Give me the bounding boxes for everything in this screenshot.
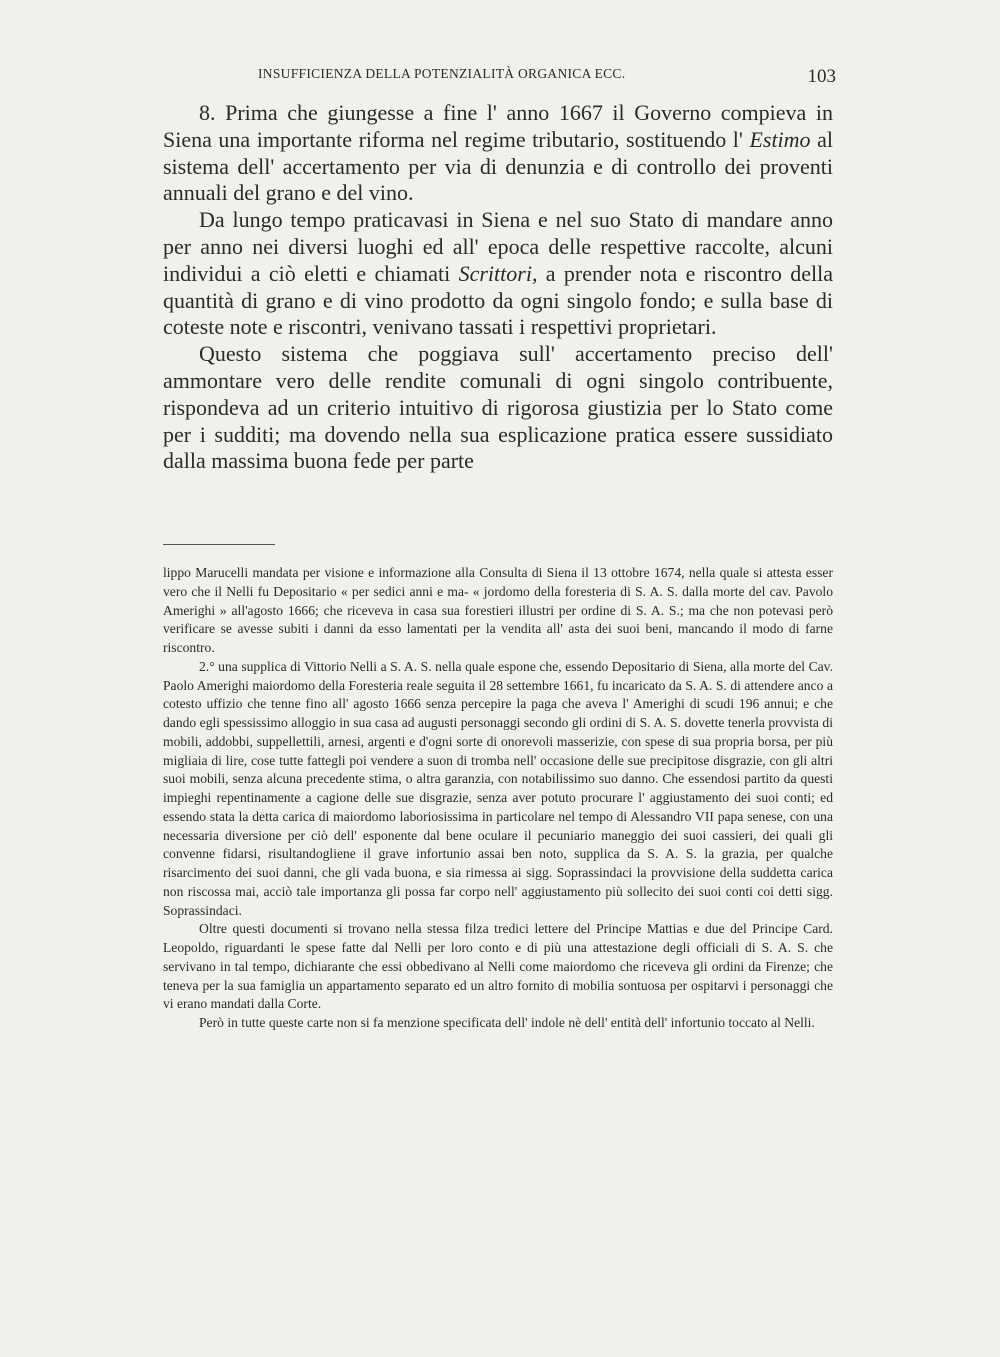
running-title: INSUFFICIENZA DELLA POTENZIALITÀ ORGANICA ECC. xyxy=(258,66,626,81)
footnotes xyxy=(163,564,833,1033)
paragraph-8-part-a: 8. Prima che giungesse a fine l' anno 1667 il Governo compieva in Siena una importante riforma nel regime tributario, sostituendo l' xyxy=(163,100,833,152)
footnote-divider xyxy=(163,544,275,545)
page-number: 103 xyxy=(807,66,836,87)
estimo-term: Estimo xyxy=(749,126,811,152)
paragraph-8 xyxy=(163,100,833,207)
main-text xyxy=(163,100,833,475)
footnote-conclusione: Però in tutte queste carte non si fa menzione specificata dell' indole nè dell' entità dell' infortunio toccato al Nelli. xyxy=(199,1015,815,1030)
paragraph-8-part-b: al sistema dell' accertamento per via di denunzia e di controllo dei proventi annuali del grano e del vino. xyxy=(163,126,833,206)
paragraph-scrittori-part-a: Da lungo tempo praticavasi in Siena e nel suo Stato di mandare anno per anno nei diversi luoghi ed all' epoca delle respettive raccolte, alcuni individui a ciò eletti e chiamati xyxy=(163,207,833,286)
paragraph-scrittori-part-b: a prender nota e riscontro della quantità di grano e di vino prodotto da ogni singolo fondo; e sulla base di coteste note e riscontri, venivano tassati i respettivi proprietari. xyxy=(163,260,834,340)
footnote-continuation: lippo Marucelli mandata per visione e informazione alla Consulta di Siena il 13 ottobre 1674, nella quale si attesta esser vero che il Nelli fu Depositario « per sedici anni e ma- « jordomo della foresteria di S. A. S. dalla morte del cav. Pavolo Amerighi » all'agosto 1666; che riceveva in casa sua forestieri illustri per ordine di S. A. S.; ma che non potevasi però verificare se avesse subiti i danni da esso lamentati per la vendita all' asta dei suoi beni, mancando il modo di farne riscontro. xyxy=(163,565,833,655)
footnote-documenti: Oltre questi documenti si trovano nella stessa filza tredici lettere del Principe Mattias e due del Principe Card. Leopoldo, riguardanti le spese fatte dal Nelli per loro conto e di più una attestazione degli officiali di S. A. S. che servivano in tal tempo, dichiarante che essi obbedivano al Nelli come maiordomo che riceveva gli ordini da Firenze; che teneva per la sua famiglia un appartamento separato ed un altro fornito di mobilia sontuosa per ospitarvi i personaggi che vi erano mandati dalla Corte. xyxy=(163,921,833,1012)
paragraph-scrittori xyxy=(163,207,833,341)
paragraph-sistema: Questo sistema che poggiava sull' accertamento preciso dell' ammontare vero delle rendite comunali di ogni singolo contribuente, rispondeva ad un criterio intuitivo di rigorosa giustizia per lo Stato come per i sudditi; ma dovendo nella sua esplicazione pratica essere sussidiato dalla massima buona fede per parte xyxy=(163,341,833,474)
scrittori-term: Scrittori, xyxy=(458,260,538,286)
footnote-supplica: 2.° una supplica di Vittorio Nelli a S. A. S. nella quale espone che, essendo Depositario di Siena, alla morte del Cav. Paolo Amerighi maiordomo della Foresteria reale seguita il 28 settembre 1661, fu incaricato da S. A. S. di attendere anco a cotesto uffizio che tenne fino all' agosto 1666 senza percepire la paga che aveva l' Amerighi di scudi 196 annui; e che dando egli spessissimo alloggio in sua casa ad augusti personaggi secondo gli ordini di S. A. S. dovette tenerla provvista di mobili, addobbi, suppellettili, arnesi, argenti e d'ogni sorte di onorevoli masserizie, con spese di sua propria borsa, per più migliaia di lire, cose tutte fattegli poi vendere a suon di tromba nell' occasione delle sue precipitose disgrazie, con gli altri suoi mobili, senza alcuna precedente stima, o altra garanzia, con notabilissimo suo danno. Che essendosi partito da questi impieghi repentinamente a cagione delle sue disgrazie, senza aver potuto procurare l' aggiustamento dei suoi conti; ed essendo stata la detta carica di maiordomo laboriosissima in particolare nel tempo di Alessandro VII papa senese, con una necessaria diversione per ciò dell' esponente dal bene oculare il pecuniario maneggio dei suoi cassieri, dei quali gli convenne fidarsi, risultandogliene il grave infortunio assai ben noto, supplica da S. A. S. la grazia, per qualche risarcimento dei suoi danni, che gli vada buona, e sia rimessa ai sigg. Soprassindaci la provvisione della suddetta carica non riscossa mai, acciò tale importanza gli possa far corpo nell' aggiustamento più sollecito dei suoi conti coi detti sigg. Soprassindaci. xyxy=(163,658,833,918)
